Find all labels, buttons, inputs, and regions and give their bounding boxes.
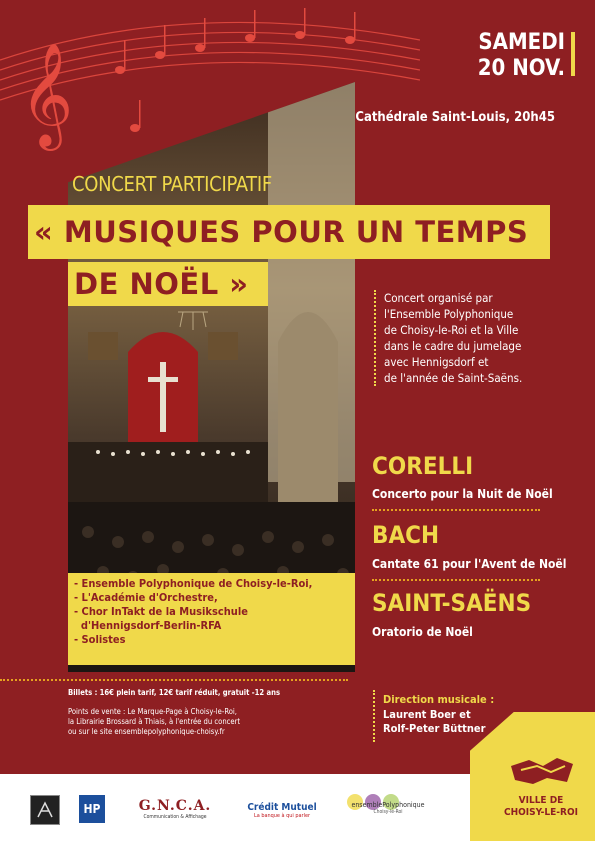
date-number: 20 NOV.	[477, 56, 565, 81]
organizer-text	[374, 290, 584, 386]
title-line-2: DE NOËL »	[68, 262, 268, 306]
city-name	[491, 795, 591, 819]
performer-line: - Solistes	[74, 633, 126, 646]
direction-divider	[373, 690, 375, 742]
performer-line: - L'Académie d'Orchestre,	[74, 591, 218, 604]
divider-dots	[372, 579, 540, 581]
gnca-subtitle: Communication & Affichage	[143, 814, 207, 820]
credit-name: Crédit Mutuel	[247, 801, 317, 813]
city-line-2: CHOISY-LE-ROI	[504, 807, 578, 818]
organizer-line: l'Ensemble Polyphonique	[384, 307, 514, 321]
performer-line: d'Hennigsdorf-Berlin-RFA	[74, 619, 222, 632]
work-bach: Cantate 61 pour l'Avent de Noël	[372, 557, 567, 571]
sales-points	[68, 707, 308, 737]
performer-line: - Ensemble Polyphonique de Choisy-le-Roi,	[74, 577, 313, 590]
date-day: SAMEDI	[478, 30, 565, 55]
organizer-line: de l'année de Saint-Saëns.	[384, 371, 523, 385]
composer-bach: BACH	[372, 521, 440, 549]
organizer-line: Concert organisé par	[384, 291, 493, 305]
organizer-line: avec Hennigsdorf et	[384, 355, 489, 369]
ensemble-polyphonique-logo	[338, 790, 438, 826]
director-name: Rolf-Peter Büttner	[383, 722, 486, 735]
direction-label: Direction musicale :	[383, 693, 495, 706]
ensemble-subtitle: Choisy-le-Roi	[373, 809, 403, 815]
director-name: Laurent Boer et	[383, 708, 471, 721]
composer-saint-saens: SAINT-SAËNS	[372, 589, 532, 617]
performer-line: - Chor InTakt de la Musikschule	[74, 605, 248, 618]
treble-clef-icon: 𝄞	[20, 42, 74, 147]
venue: Cathédrale Saint-Louis, 20h45	[355, 110, 555, 125]
ensemble-name: ensemblePolyphonique	[351, 801, 425, 809]
sales-line: ou sur le site ensemblepolyphonique-choisy.fr	[68, 727, 225, 736]
sales-line: la Librairie Brossard à Thiais, à l'entrée du concert	[68, 717, 241, 726]
choisy-le-roi-emblem-icon	[507, 752, 577, 790]
credit-subtitle: La banque à qui parler	[253, 812, 311, 819]
divider-dots	[372, 509, 540, 511]
divider-dots	[0, 679, 348, 681]
hp-logo: HP	[79, 795, 105, 823]
date-block	[478, 30, 565, 82]
organizer-line: dans le cadre du jumelage	[384, 339, 522, 353]
sales-line: Points de vente : Le Marque-Page à Choisy-le-Roi,	[68, 707, 237, 716]
credit-mutuel-logo	[238, 795, 326, 825]
work-saint-saens: Oratorio de Noël	[372, 625, 473, 639]
work-corelli: Concerto pour la Nuit de Noël	[372, 487, 553, 501]
partner-logo-1	[30, 795, 60, 825]
direction-names	[383, 708, 485, 736]
title-line-1: « MUSIQUES POUR UN TEMPS	[28, 205, 550, 259]
composer-corelli: CORELLI	[372, 452, 474, 480]
ticket-prices: Billets : 16€ plein tarif, 12€ tarif réduit, gratuit -12 ans	[68, 688, 281, 697]
organizer-line: de Choisy-le-Roi et la Ville	[384, 323, 519, 337]
city-line-1: VILLE DE	[518, 795, 564, 806]
gnca-logo	[125, 793, 225, 825]
gnca-name: G.N.C.A.	[138, 798, 212, 814]
performers-box	[68, 573, 355, 665]
concert-type: CONCERT PARTICIPATIF	[72, 172, 272, 196]
date-accent-bar	[571, 32, 575, 76]
